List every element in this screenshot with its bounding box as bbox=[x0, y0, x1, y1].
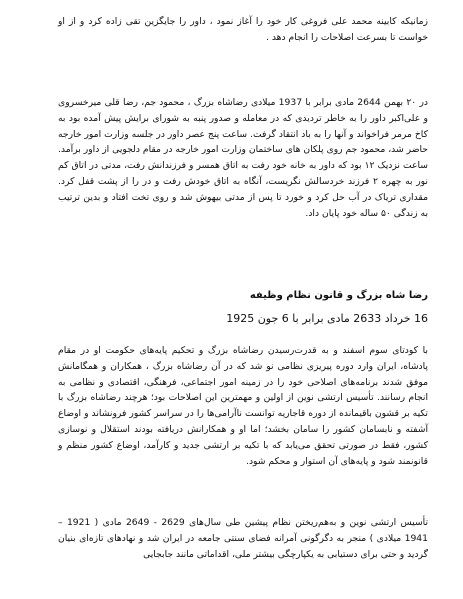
paragraph: تأسیس ارتشی نوین و به‌هم‌ریختن نظام پیشین طی سال‌های 2629 - 2649 مادی ( 1921 – 1941 میلادی ) منجر به دگرگونی آمرانه فضای سنتی جامعه در ایران شد و نهادهای تازه‌ای بنیان گردید و حتی برای دستیابی به یکپارچگی بیشتر ملی، اقداماتی مانند جابجایی bbox=[58, 517, 428, 560]
section-date: 16 خرداد 2633 مادی برابر با 6 جون 1925 bbox=[226, 312, 428, 325]
paragraph: در ۲۰ بهمن 2644 مادی برابر با 1937 میلادی رضاشاه بزرگ ، محمود جم، رضا قلی میرخسروی و علی‌اکبر داور را به خاطر تردیدی که در معامله و صدور پنبه به شورای برایش پیش آمده بود به کاخ مرمر فراخواند و آنها را به باد انتقاد گرفت. ساعت پنج عصر داور در جلسه وزارت امور خارجه حاضر شد، محمود جم روی پلکان های ساختمان وزارت امور خارجه در مقام دلجویی از داور برآمد. ساعت نزدیک ۱۲ بود که داور به خانه خود رفت به اتاق همسر و فرزندانش رفت، مدتی در اتاق کم نور به چهره ۲ فرزند خردسالش نگریست، آنگاه به اتاق خودش رفت و در را از پشت قفل کرد. مقداری تریاک در آب حل کرد و خورد تا پس از مدتی بیهوش شد و روی تخت افتاد و بدین ترتیب به زندگی ۵۰ ساله خود پایان داد. bbox=[58, 97, 428, 219]
paragraph: زمانیکه کابینه محمد علی فروغی کار خود را آغاز نمود ، داور را جایگزین تقی زاده کرد و از او خواست تا بسرعت اصلاحات را انجام دهد . bbox=[58, 16, 428, 43]
paragraph: با کودتای سوم اسفند و به قدرت‌رسیدن رضاشاه بزرگ و تحکیم پایه‌های حکومت او در مقام پادشاه، ایران وارد دوره پیریزی نظامی نو شد که در آن رضاشاه بزرگ ، همکاران و همگامانش موفق شدند برنامه‌های اصلاحی خود را در زمینه امور اجتماعی، فرهنگی، اقتصادی و نظامی به انجام رسانند. تأسیس ارتشی نوین از اولین و مهمترین این اصلاحات بود؛ هرچند رضاشاه بزرگ با تکیه بر قشون باقیمانده از دوره قاجاریه توانست ناآرامی‌ها را در سراسر کشور فرونشاند و اوضاع آشفته و نابسامان کشور را سامان بخشد؛ اما او و همکارانش دریافته بودند استقلال و نوسازی کشور، فقط در صورتی تحقق می‌یابد که با تکیه بر ارتشی جدید و کارآمد، اوضاع کشور منظم و قانونمند شود و پایه‌های آن استوار و محکم شود. bbox=[58, 345, 428, 467]
section-heading: رضا شاه بزرگ و قانون نظام وظیفه bbox=[249, 290, 428, 301]
